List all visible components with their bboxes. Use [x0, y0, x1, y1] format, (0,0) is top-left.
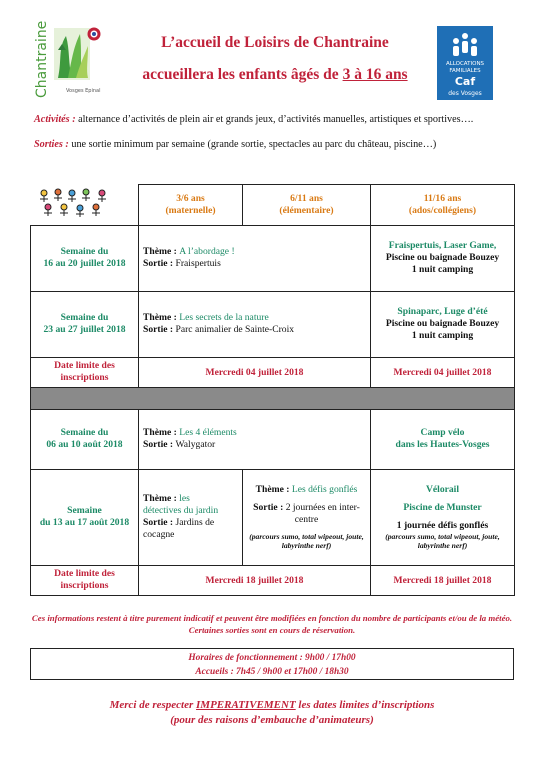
header-3-6-level: (maternelle) [165, 204, 216, 216]
week2-outing-value: Parc animalier de Sainte-Croix [175, 324, 295, 335]
schedule-table [30, 184, 515, 596]
week4-theme-a [139, 469, 243, 565]
caf-line2: FAMILIALES [449, 68, 481, 74]
table-row-week1 [31, 225, 515, 291]
subtitle-prefix: accueillera les enfants âgés de [142, 66, 343, 83]
header-6-11 [243, 185, 371, 226]
logo-left-text: Chantraine [34, 20, 50, 98]
outing-label: Sortie : [143, 517, 176, 528]
activities-label: Activités : [34, 114, 76, 125]
week3-teen-line1: Camp vélo [420, 427, 465, 438]
week4-teen-detail: (parcours sumo, total wipeout, joute, labyrinthe nerf) [385, 532, 500, 550]
theme-label: Thème : [143, 493, 180, 504]
week4-theme-b-value: Les défis gonflés [291, 484, 358, 495]
week3-dates: 06 au 10 août 2018 [46, 439, 123, 450]
opening-hours: Horaires de fonctionnement : 9h00 / 17h00 [188, 653, 356, 663]
week4-theme-a-line1: les [179, 493, 190, 504]
week2-theme [139, 291, 371, 357]
deadline1-label-line1: Date limite des [54, 360, 115, 371]
kids-icon [36, 187, 132, 219]
week1-theme [139, 225, 371, 291]
footer-suffix: les dates limites d’inscriptions [295, 699, 435, 711]
week4-label [31, 469, 139, 565]
week3-label [31, 409, 139, 469]
table-row-week3 [31, 409, 515, 469]
week2-teen [371, 291, 515, 357]
week3-theme-value: Les 4 éléments [179, 427, 237, 438]
outing-label: Sortie : [143, 324, 176, 335]
table-separator [31, 387, 515, 409]
week2-theme-value: Les secrets de la nature [179, 312, 269, 323]
week1-theme-value: A l’abordage ! [179, 246, 235, 257]
week4-teen-line2: Piscine de Munster [403, 502, 482, 513]
week4-dates: du 13 au 17 août 2018 [39, 517, 130, 528]
table-row-deadline2 [31, 565, 515, 595]
outing-label: Sortie : [143, 439, 176, 450]
header-6-11-level: (élémentaire) [279, 204, 334, 216]
header-6-11-age: 6/11 ans [290, 192, 323, 204]
footer-highlight: IMPERATIVEMENT [196, 699, 296, 711]
reception-hours: Accueils : 7h45 / 9h00 et 17h00 / 18h30 [195, 667, 349, 677]
week1-teen-line3: 1 nuit camping [411, 264, 474, 275]
week4-outing-a: Jardins de cocagne [143, 517, 215, 540]
caf-logo [437, 26, 493, 100]
week4-theme-b [243, 469, 371, 565]
deadline2-date: Mercredi 18 juillet 2018 [139, 565, 371, 595]
activities-info [34, 113, 514, 126]
header-11-16 [371, 185, 515, 226]
week1-label [31, 225, 139, 291]
week3-title: Semaine du [60, 427, 109, 438]
week4-teen [371, 469, 515, 565]
week3-outing-value: Walygator [175, 439, 216, 450]
table-row-deadline1 [31, 357, 515, 387]
week2-teen-line3: 1 nuit camping [411, 330, 474, 341]
week2-title: Semaine du [60, 312, 109, 323]
deadline1-label [31, 357, 139, 387]
week2-dates: 23 au 27 juillet 2018 [43, 324, 126, 335]
deadline2-label-line2: inscriptions [60, 580, 109, 591]
outings-info [34, 138, 514, 151]
footer-prefix: Merci de respecter [109, 699, 197, 711]
theme-label: Thème : [143, 427, 180, 438]
table-header-row [31, 185, 515, 226]
header-11-16-age: 11/16 ans [423, 192, 462, 204]
week4-teen-line1: Vélorail [425, 484, 460, 495]
table-row-week4 [31, 469, 515, 565]
header-3-6-age: 3/6 ans [176, 192, 205, 204]
week3-teen [371, 409, 515, 469]
header [0, 0, 542, 108]
logo-left-caption: Vosges Epinal [66, 88, 101, 94]
deadline2-label [31, 565, 139, 595]
week1-teen-line1: Fraispertuis, Laser Game, [388, 240, 497, 251]
deadline1-label-line2: inscriptions [60, 372, 109, 383]
week3-teen-line2: dans les Hautes-Vosges [395, 439, 490, 450]
week2-teen-line2: Piscine ou baignade Bouzey [385, 318, 500, 329]
theme-label: Thème : [143, 246, 180, 257]
week1-teen-line2: Piscine ou baignade Bouzey [385, 252, 500, 263]
header-11-16-level: (ados/collégiens) [408, 204, 477, 216]
week4-detail-b: (parcours sumo, total wipeout, joute, labyrinthe nerf) [249, 532, 364, 550]
page-title: L’accueil de Loisirs de Chantraine [161, 34, 389, 51]
activities-text: alternance d’activités de plein air et grands jeux, d’activités manuelles, artistiques et sportives…. [75, 114, 474, 125]
week1-dates: 16 au 20 juillet 2018 [43, 258, 126, 269]
caf-line1: ALLOCATIONS [445, 61, 485, 67]
page-subtitle [110, 66, 440, 84]
deadline1-date-teen: Mercredi 04 juillet 2018 [371, 357, 515, 387]
caf-line4: des Vosges [448, 90, 482, 97]
outings-text: une sortie minimum par semaine (grande sortie, spectacles au parc du château, piscine…) [68, 139, 437, 150]
chantraine-logo [28, 20, 106, 102]
deadline2-label-line1: Date limite des [54, 568, 115, 579]
week2-label [31, 291, 139, 357]
week3-theme [139, 409, 371, 469]
week1-teen [371, 225, 515, 291]
deadline2-date-teen: Mercredi 18 juillet 2018 [371, 565, 515, 595]
week1-title: Semaine du [60, 246, 109, 257]
week4-teen-line3: 1 journée défis gonflés [396, 520, 489, 531]
week4-title: Semaine [67, 505, 102, 516]
caf-line3: Caf [454, 75, 476, 88]
deadline1-date: Mercredi 04 juillet 2018 [139, 357, 371, 387]
table-row-week2 [31, 291, 515, 357]
theme-label: Thème : [255, 484, 292, 495]
outing-label: Sortie : [143, 258, 176, 269]
outings-label: Sorties : [34, 139, 69, 150]
theme-label: Thème : [143, 312, 180, 323]
footer-message [30, 698, 514, 728]
footer-line2: (pour des raisons d’embauche d’animateurs) [170, 714, 374, 726]
outing-label: Sortie : [253, 502, 286, 513]
separator-cell [31, 387, 515, 409]
week4-outing-b: 2 journées en inter-centre [285, 502, 360, 525]
subtitle-age-range: 3 à 16 ans [342, 66, 408, 83]
kids-illustration [31, 185, 139, 226]
week4-theme-a-line2: détectives du jardin [143, 505, 219, 516]
week2-teen-line1: Spinaparc, Luge d’été [397, 306, 488, 317]
disclaimer-note: Ces informations restent à titre purement indicatif et peuvent être modifiées en fonction du nombre de participants et/ou de la météo. Certaines sorties sont en cours de réservation. [31, 613, 513, 635]
header-3-6 [139, 185, 243, 226]
opening-hours-box [30, 648, 514, 680]
week1-outing-value: Fraispertuis [175, 258, 221, 269]
